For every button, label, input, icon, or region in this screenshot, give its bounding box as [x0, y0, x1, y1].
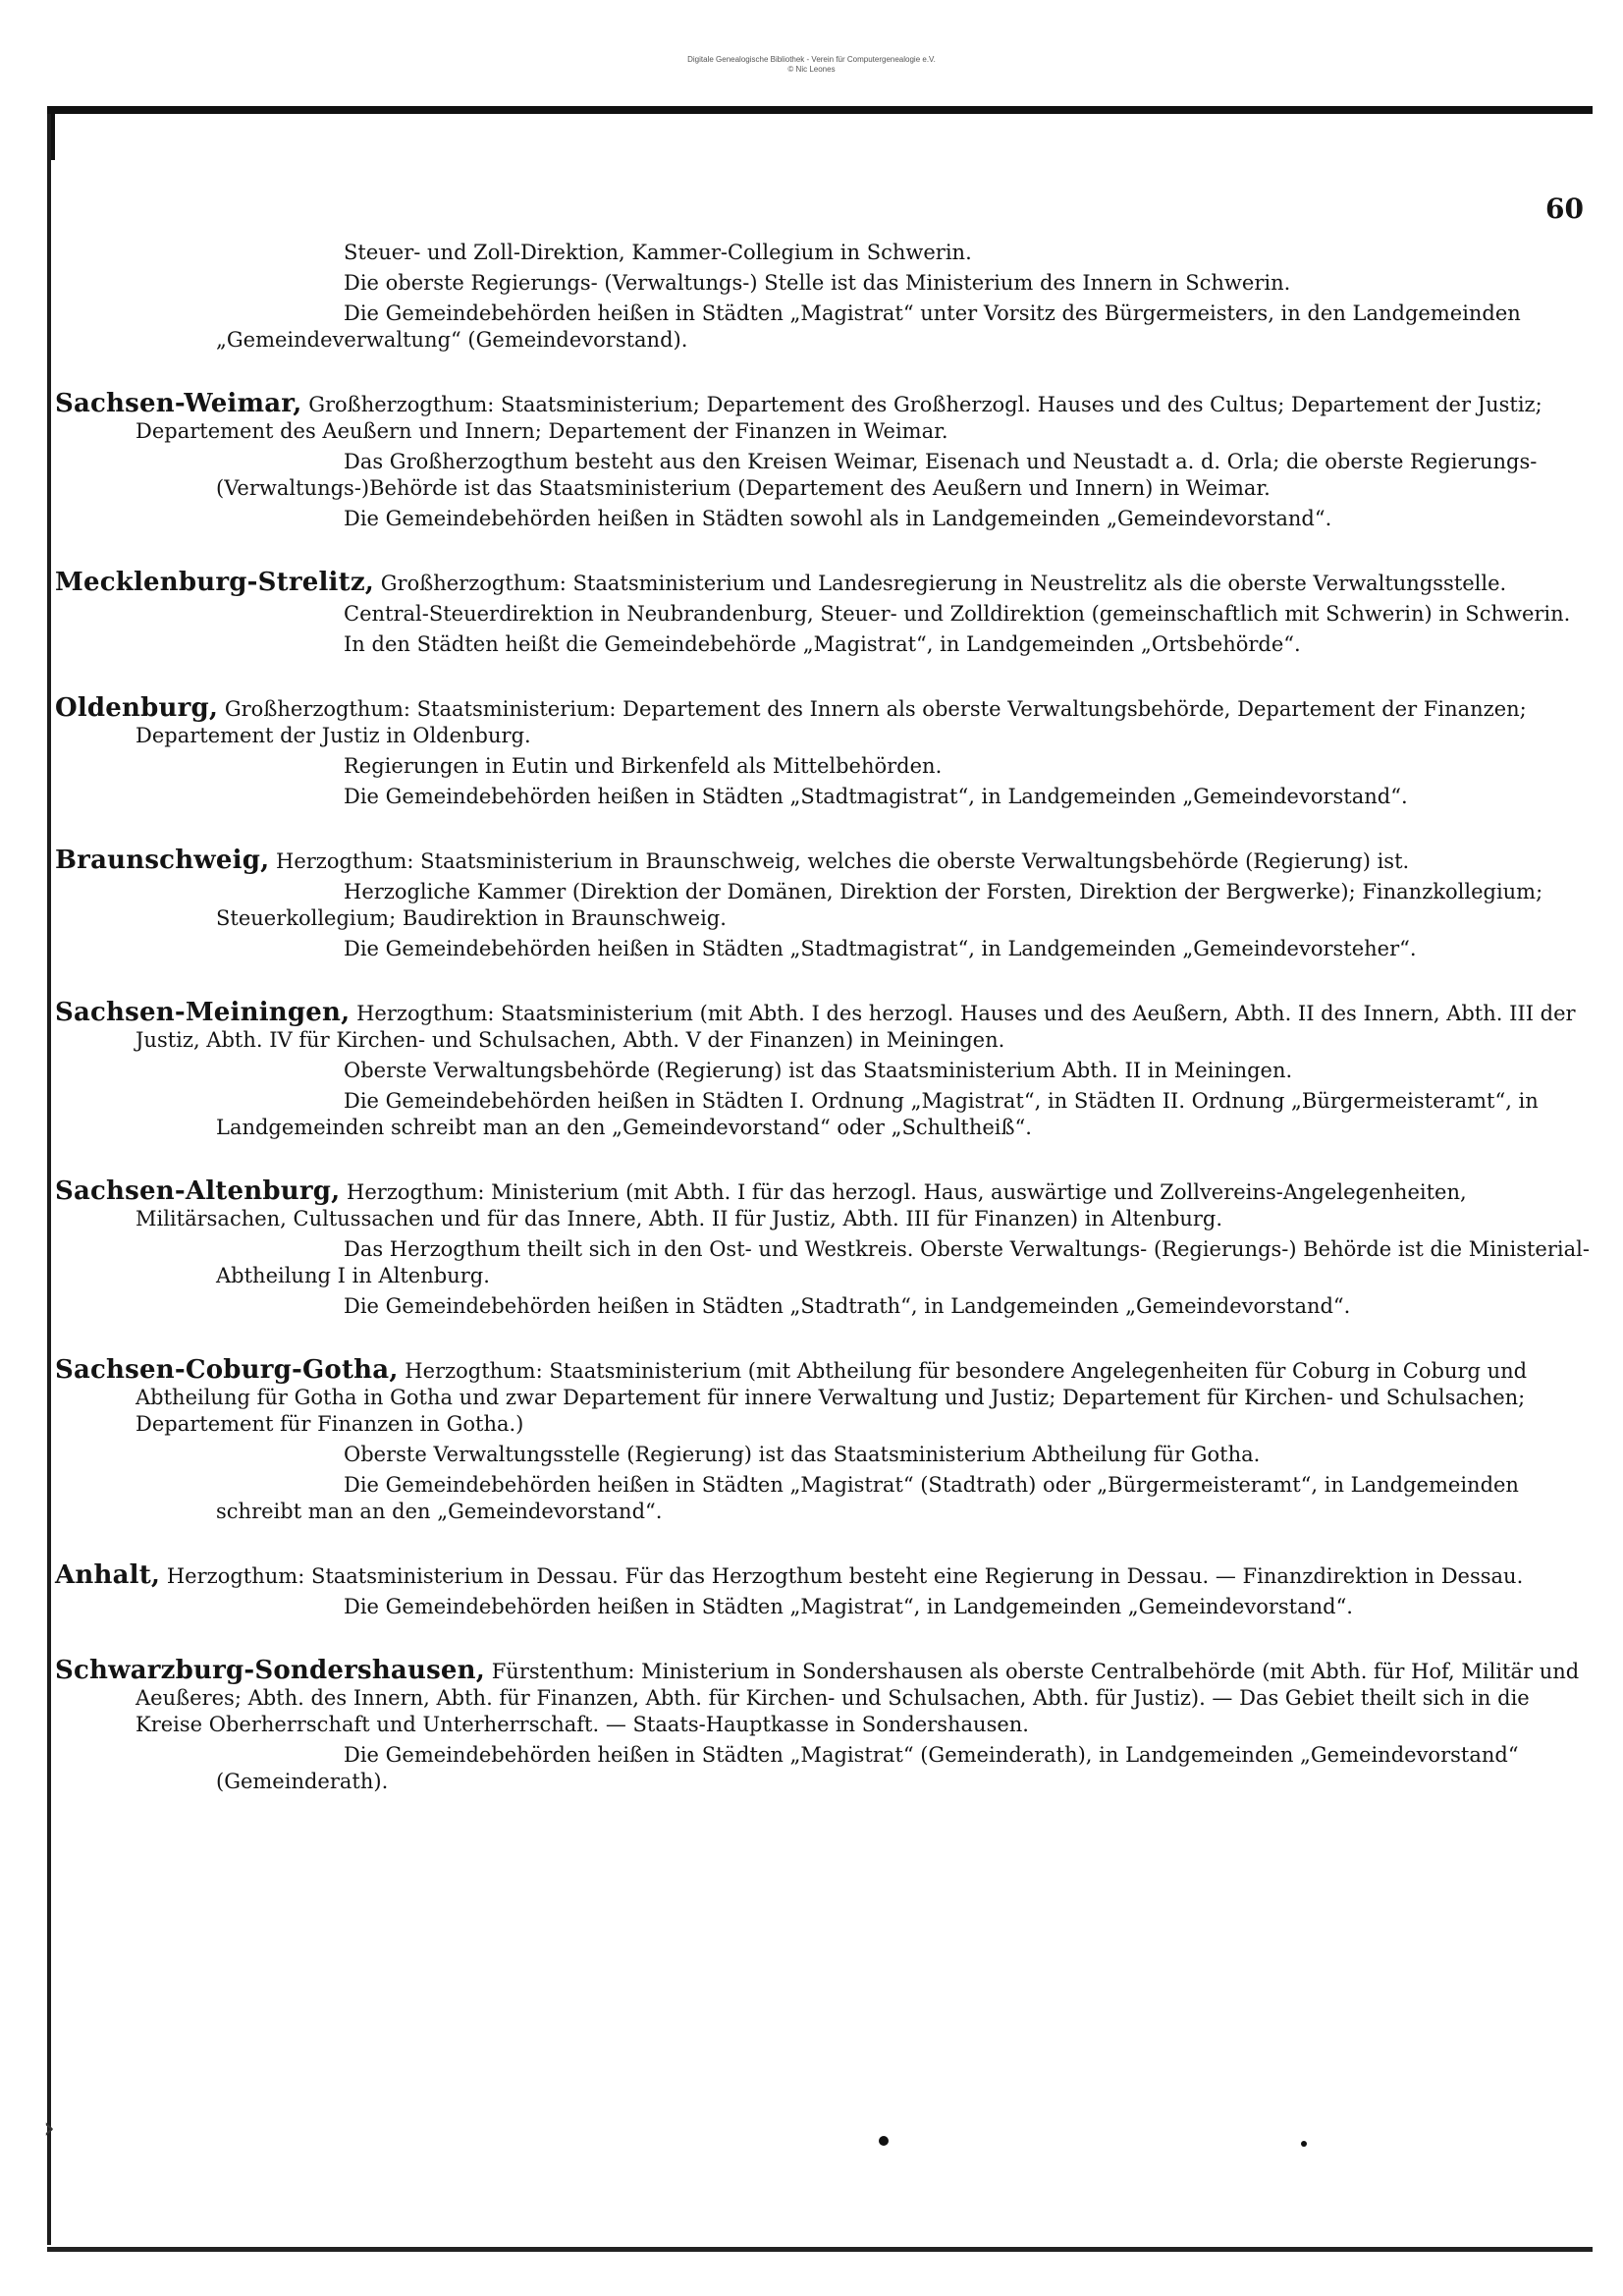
paragraph: Die Gemeindebehörden heißen in Städten „Magistrat“ unter Vorsitz des Bürgermeisters, in den Landgemeinden „Gemeindeverwaltung“ (Gemeindevorstand).	[216, 301, 1521, 352]
state-name: Oldenburg,	[55, 693, 219, 723]
page-top-border	[47, 106, 1593, 114]
paragraph: Fürstenthum: Ministerium in Sondershausen als oberste Centralbehörde (mit Abth. für Hof, Militär und Aeußeres; Abth. des Innern, Abth. für Finanzen, Abth. für Kirchen- und Schulsachen, Abth. für Justiz). — Das Gebiet theilt sich in die Kreise Oberherrschaft und Unterherrschaft. — Staats-Hauptkasse in Sondershausen.	[135, 1660, 1580, 1736]
state-name: Anhalt,	[55, 1560, 161, 1590]
section-lead	[55, 1560, 1591, 1590]
section-lead	[55, 693, 1591, 749]
paragraph: Oberste Verwaltungsstelle (Regierung) ist das Staatsministerium Abtheilung für Gotha.	[344, 1443, 1261, 1466]
paragraph: Herzogthum: Ministerium (mit Abth. I für das herzogl. Haus, auswärtige und Zollvereins-Angelegenheiten, Militärsachen, Cultussachen und für das Innere, Abth. II für Justiz, Abth. III für Finanzen) in Altenburg.	[135, 1180, 1467, 1230]
page-bottom-border	[47, 2247, 1593, 2252]
paragraph: Central-Steuerdirektion in Neubrandenburg, Steuer- und Zolldirektion (gemeinschaftlich mit Schwerin) in Schwerin.	[344, 602, 1571, 626]
section-lead	[55, 568, 1591, 597]
section-lead	[55, 389, 1591, 445]
section-anhalt	[55, 1560, 1591, 1620]
state-name: Sachsen-Meiningen,	[55, 998, 351, 1027]
section-mecklenburg-strelitz	[55, 568, 1591, 658]
paragraph: Die Gemeindebehörden heißen in Städten „Magistrat“ (Stadtrath) oder „Bürgermeisteramt“, in Landgemeinden schreibt man an den „Gemeindevorstand“.	[216, 1473, 1519, 1523]
section-oldenburg	[55, 693, 1591, 810]
paragraph: Herzogthum: Staatsministerium in Dessau. Für das Herzogthum besteht eine Regierung in Dessau. — Finanzdirektion in Dessau.	[166, 1564, 1524, 1588]
watermark	[0, 55, 1623, 75]
paragraph: Die Gemeindebehörden heißen in Städten „Magistrat“ (Gemeinderath), in Landgemeinden „Gemeindevorstand“ (Gemeinderath).	[216, 1743, 1519, 1793]
paragraph: Herzogthum: Staatsministerium (mit Abth. I des herzogl. Hauses und des Aeußern, Abth. II des Innern, Abth. III der Justiz, Abth. IV für Kirchen- und Schulsachen, Abth. V der Finanzen) in Meiningen.	[135, 1002, 1576, 1052]
document-body	[55, 236, 1591, 1832]
section-braunschweig	[55, 846, 1591, 962]
paragraph: Die Gemeindebehörden heißen in Städten I. Ordnung „Magistrat“, in Städten II. Ordnung „Bürgermeisteramt“, in Landgemeinden schreibt man an den „Gemeindevorstand“ oder „Schultheiß“.	[216, 1089, 1539, 1139]
paragraph: Großherzogthum: Staatsministerium: Departement des Innern als oberste Verwaltungsbehörde, Departement der Finanzen; Departement der Justiz in Oldenburg.	[135, 697, 1527, 747]
page-number: 60	[1545, 192, 1584, 225]
paragraph: Herzogthum: Staatsministerium (mit Abtheilung für besondere Angelegenheiten für Coburg in Coburg und Abtheilung für Gotha in Gotha und zwar Departement für innere Verwaltung und Justiz; Departement für Kirchen- und Schulsachen; Departement für Finanzen in Gotha.)	[135, 1359, 1528, 1436]
section-sachsen-altenburg	[55, 1176, 1591, 1320]
section-lead	[55, 846, 1591, 875]
paragraph: Die Gemeindebehörden heißen in Städten „Stadtrath“, in Landgemeinden „Gemeindevorstand“.	[344, 1294, 1351, 1318]
ink-spot	[879, 2136, 889, 2146]
paragraph: Die Gemeindebehörden heißen in Städten „Stadtmagistrat“, in Landgemeinden „Gemeindevorsteher“.	[344, 937, 1417, 960]
paragraph: In den Städten heißt die Gemeindebehörde „Magistrat“, in Landgemeinden „Ortsbehörde“.	[344, 632, 1301, 656]
paragraph: Das Herzogthum theilt sich in den Ost- und Westkreis. Oberste Verwaltungs- (Regierungs-) Behörde ist die Ministerial-Abtheilung I in Altenburg.	[216, 1237, 1590, 1287]
section-lead	[55, 1176, 1591, 1232]
section-lead	[55, 1355, 1591, 1438]
page-left-border	[47, 114, 51, 2245]
margin-mark: ›	[43, 2111, 55, 2146]
paragraph: Das Großherzogthum besteht aus den Kreisen Weimar, Eisenach und Neustadt a. d. Orla; die oberste Regierungs-(Verwaltungs-)Behörde ist das Staatsministerium (Departement des Aeußern und Innern) in Weimar.	[216, 450, 1538, 500]
section-lead	[55, 1656, 1591, 1738]
watermark-line-1: Digitale Genealogische Bibliothek - Verein für Computergenealogie e.V.	[687, 55, 936, 64]
paragraph: Die Gemeindebehörden heißen in Städten „Stadtmagistrat“, in Landgemeinden „Gemeindevorstand“.	[344, 785, 1408, 808]
paragraph: Großherzogthum: Staatsministerium; Departement des Großherzogl. Hauses und des Cultus; Departement der Justiz; Departement des Aeußern und Innern; Departement der Finanzen in Weimar.	[135, 393, 1542, 443]
state-name: Mecklenburg-Strelitz,	[55, 568, 375, 597]
state-name: Sachsen-Altenburg,	[55, 1176, 341, 1206]
section-sachsen-weimar	[55, 389, 1591, 532]
paragraph: Die oberste Regierungs- (Verwaltungs-) Stelle ist das Ministerium des Innern in Schwerin.	[344, 271, 1291, 295]
state-name: Sachsen-Weimar,	[55, 389, 302, 418]
state-name: Schwarzburg-Sondershausen,	[55, 1656, 486, 1685]
ink-spot	[1301, 2141, 1307, 2147]
paragraph: Die Gemeindebehörden heißen in Städten „Magistrat“, in Landgemeinden „Gemeindevorstand“.	[344, 1595, 1353, 1618]
watermark-line-2: © Nic Leones	[787, 65, 836, 74]
paragraph: Herzogthum: Staatsministerium in Braunschweig, welches die oberste Verwaltungsbehörde (Regierung) ist.	[276, 849, 1410, 873]
state-name: Sachsen-Coburg-Gotha,	[55, 1355, 399, 1385]
section-sachsen-coburg-gotha	[55, 1355, 1591, 1525]
paragraph: Großherzogthum: Staatsministerium und Landesregierung in Neustrelitz als die oberste Verwaltungsstelle.	[380, 572, 1507, 595]
paragraph: Oberste Verwaltungsbehörde (Regierung) ist das Staatsministerium Abth. II in Meiningen.	[344, 1059, 1293, 1082]
paragraph: Steuer- und Zoll-Direktion, Kammer-Collegium in Schwerin.	[344, 241, 972, 264]
section-mecklenburg-schwerin	[216, 240, 1591, 354]
section-lead	[55, 998, 1591, 1054]
paragraph: Regierungen in Eutin und Birkenfeld als Mittelbehörden.	[344, 754, 943, 778]
paragraph: Die Gemeindebehörden heißen in Städten sowohl als in Landgemeinden „Gemeindevorstand“.	[344, 507, 1332, 530]
section-schwarzburg-sondershausen	[55, 1656, 1591, 1795]
section-sachsen-meiningen	[55, 998, 1591, 1141]
paragraph: Herzogliche Kammer (Direktion der Domänen, Direktion der Forsten, Direktion der Bergwerke); Finanzkollegium; Steuerkollegium; Baudirektion in Braunschweig.	[216, 880, 1543, 930]
state-name: Braunschweig,	[55, 846, 270, 875]
